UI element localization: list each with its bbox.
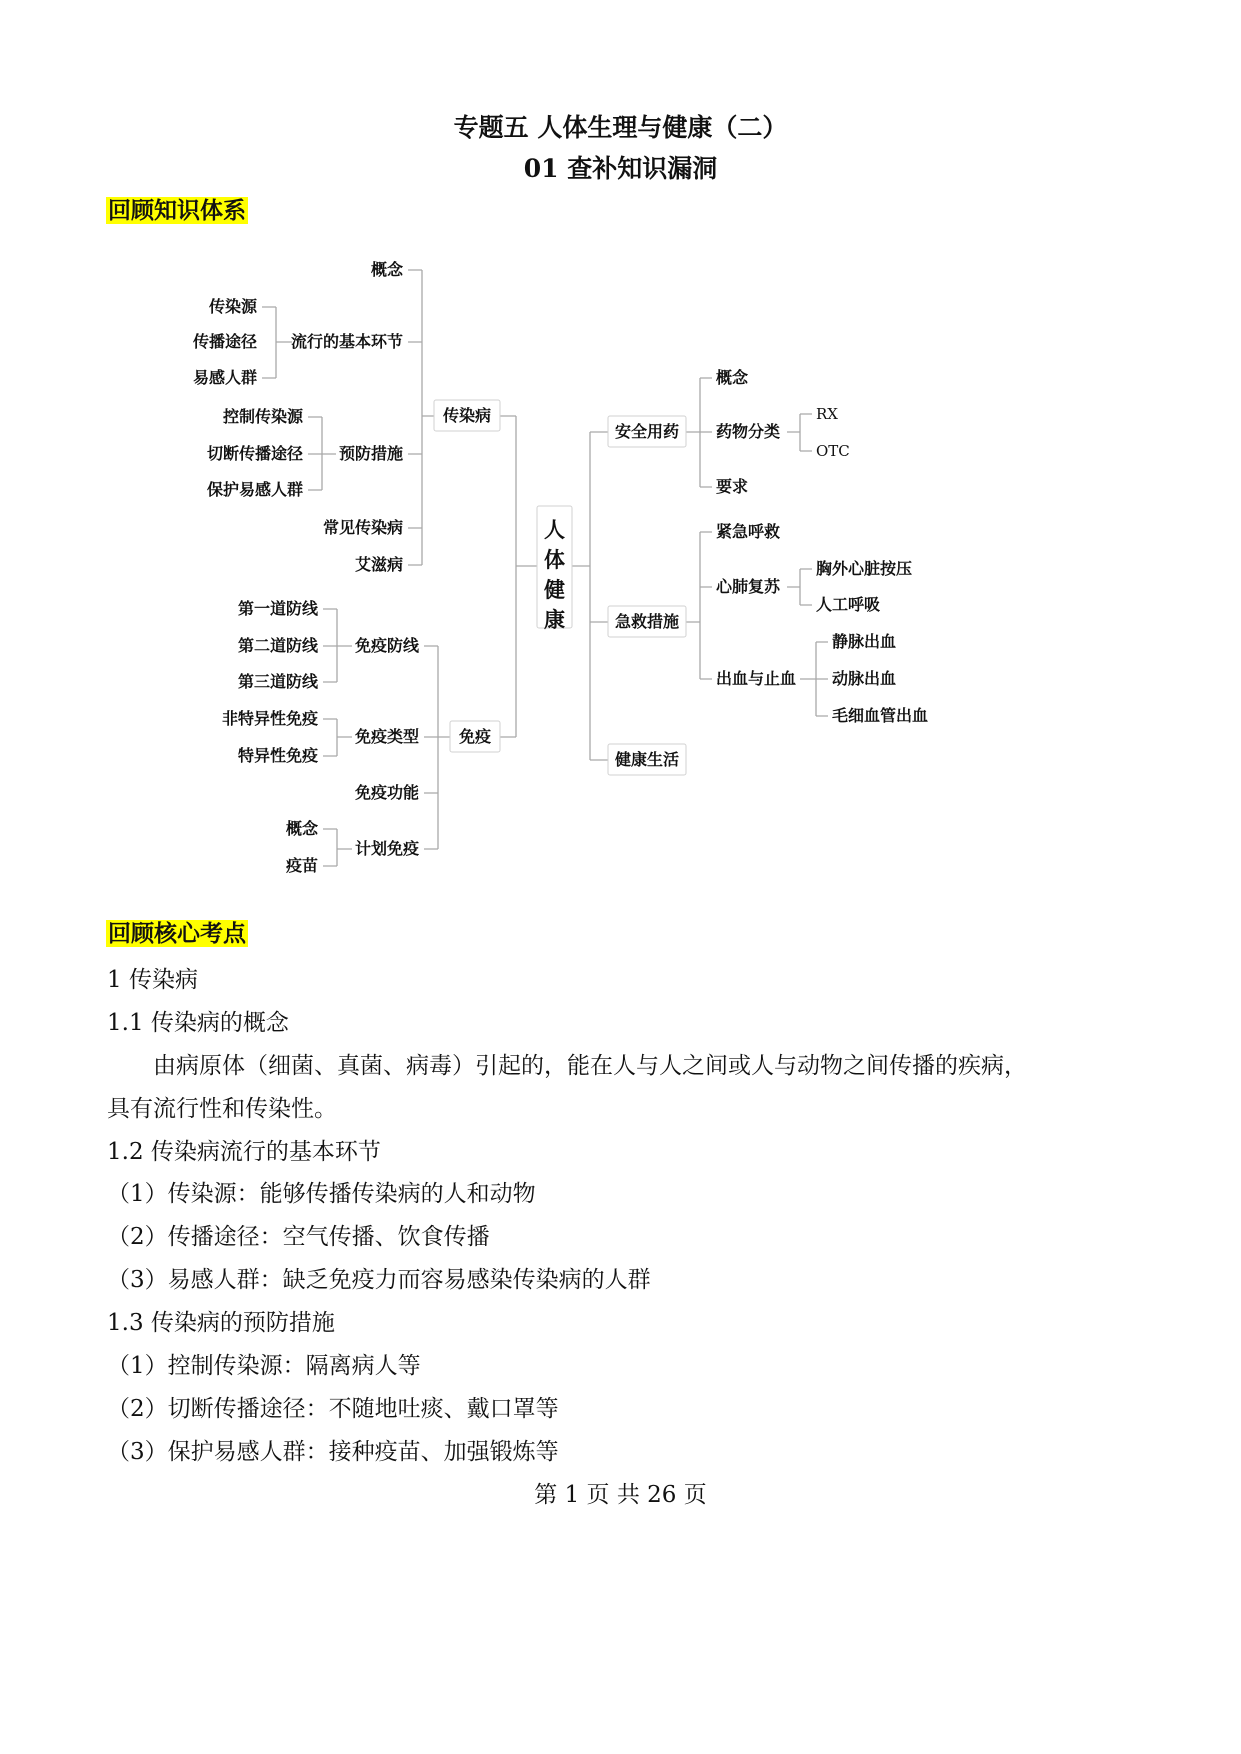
list-item-cut-route: （2）切断传播途径：不随地吐痰、戴口罩等 — [107, 1396, 559, 1422]
node-first-line: 第一道防线 — [237, 599, 318, 618]
node-source: 传染源 — [208, 297, 257, 316]
node-venous-bleeding: 静脉出血 — [832, 632, 897, 651]
node-susceptible: 易感人群 — [192, 368, 257, 387]
page-footer: 第 1 页 共 26 页 — [534, 1482, 707, 1508]
center-char-1: 人 — [544, 518, 565, 542]
node-arterial-bleeding: 动脉出血 — [832, 669, 897, 688]
list-item-susceptible: （3）易感人群：缺乏免疫力而容易感染传染病的人群 — [107, 1267, 651, 1293]
list-item-control-source: （1）控制传染源：隔离病人等 — [107, 1353, 421, 1379]
heading-basic-links: 1.2 传染病流行的基本环节 — [107, 1139, 381, 1165]
node-specific: 特异性免疫 — [237, 746, 318, 765]
node-bleeding: 出血与止血 — [716, 669, 797, 688]
node-immune-defense: 免疫防线 — [354, 636, 419, 655]
document-title: 专题五 人体生理与健康（二） — [453, 113, 788, 142]
heading-prevention: 1.3 传染病的预防措施 — [107, 1310, 335, 1336]
node-control-source: 控制传染源 — [222, 407, 303, 426]
node-immune-types: 免疫类型 — [354, 727, 419, 746]
section-core-points-label: 回顾核心考点 — [108, 920, 246, 947]
node-first-aid: 急救措施 — [614, 612, 680, 631]
node-medicine-concept: 概念 — [716, 368, 749, 387]
node-healthy-life: 健康生活 — [614, 750, 680, 769]
node-route: 传播途径 — [192, 332, 257, 351]
node-infectious-concept: 概念 — [370, 260, 403, 279]
node-planned-immunity: 计划免疫 — [354, 839, 419, 858]
node-cut-route: 切断传播途径 — [206, 444, 303, 463]
center-char-2: 体 — [544, 548, 565, 572]
node-vaccine: 疫苗 — [285, 856, 318, 875]
node-prevention: 预防措施 — [338, 444, 403, 463]
node-third-line: 第三道防线 — [237, 672, 318, 691]
node-second-line: 第二道防线 — [237, 636, 318, 655]
list-item-source: （1）传染源：能够传播传染病的人和动物 — [107, 1181, 536, 1207]
section-knowledge-system-label: 回顾知识体系 — [108, 197, 246, 224]
node-requirement: 要求 — [716, 477, 749, 496]
paragraph-concept-line1: 由病原体（细菌、真菌、病毒）引起的，能在人与人之间或人与动物之间传播的疾病， — [153, 1053, 1027, 1079]
node-otc: OTC — [816, 442, 850, 460]
node-capillary-bleeding: 毛细血管出血 — [832, 706, 929, 725]
node-emergency-call: 紧急呼救 — [716, 522, 781, 541]
node-aids: 艾滋病 — [354, 555, 403, 574]
node-cpr: 心肺复苏 — [716, 577, 781, 596]
node-drug-classification: 药物分类 — [716, 422, 781, 441]
node-infectious: 传染病 — [442, 406, 492, 425]
paragraph-concept-line2: 具有流行性和传染性。 — [107, 1096, 337, 1122]
center-char-3: 健 — [544, 578, 565, 602]
node-chest-compression: 胸外心脏按压 — [816, 559, 913, 578]
node-planned-concept: 概念 — [285, 819, 318, 838]
list-item-route: （2）传播途径：空气传播、饮食传播 — [107, 1224, 490, 1250]
heading-infectious: 1 传染病 — [107, 967, 198, 993]
center-char-4: 康 — [544, 608, 565, 632]
list-item-protect-susceptible: （3）保护易感人群：接种疫苗、加强锻炼等 — [107, 1439, 559, 1465]
node-immunity: 免疫 — [458, 727, 492, 746]
node-artificial-respiration: 人工呼吸 — [816, 595, 881, 614]
node-nonspecific: 非特异性免疫 — [221, 709, 318, 728]
document-subtitle: 01 查补知识漏洞 — [523, 154, 718, 183]
node-common-infectious: 常见传染病 — [322, 518, 403, 537]
node-rx: RX — [816, 405, 838, 423]
node-protect-susceptible: 保护易感人群 — [206, 480, 303, 499]
heading-concept: 1.1 传染病的概念 — [107, 1010, 289, 1036]
node-immune-function: 免疫功能 — [354, 783, 419, 802]
node-safe-medicine: 安全用药 — [614, 422, 680, 441]
node-epidemic-links: 流行的基本环节 — [290, 332, 403, 351]
section-core-points — [106, 915, 248, 948]
